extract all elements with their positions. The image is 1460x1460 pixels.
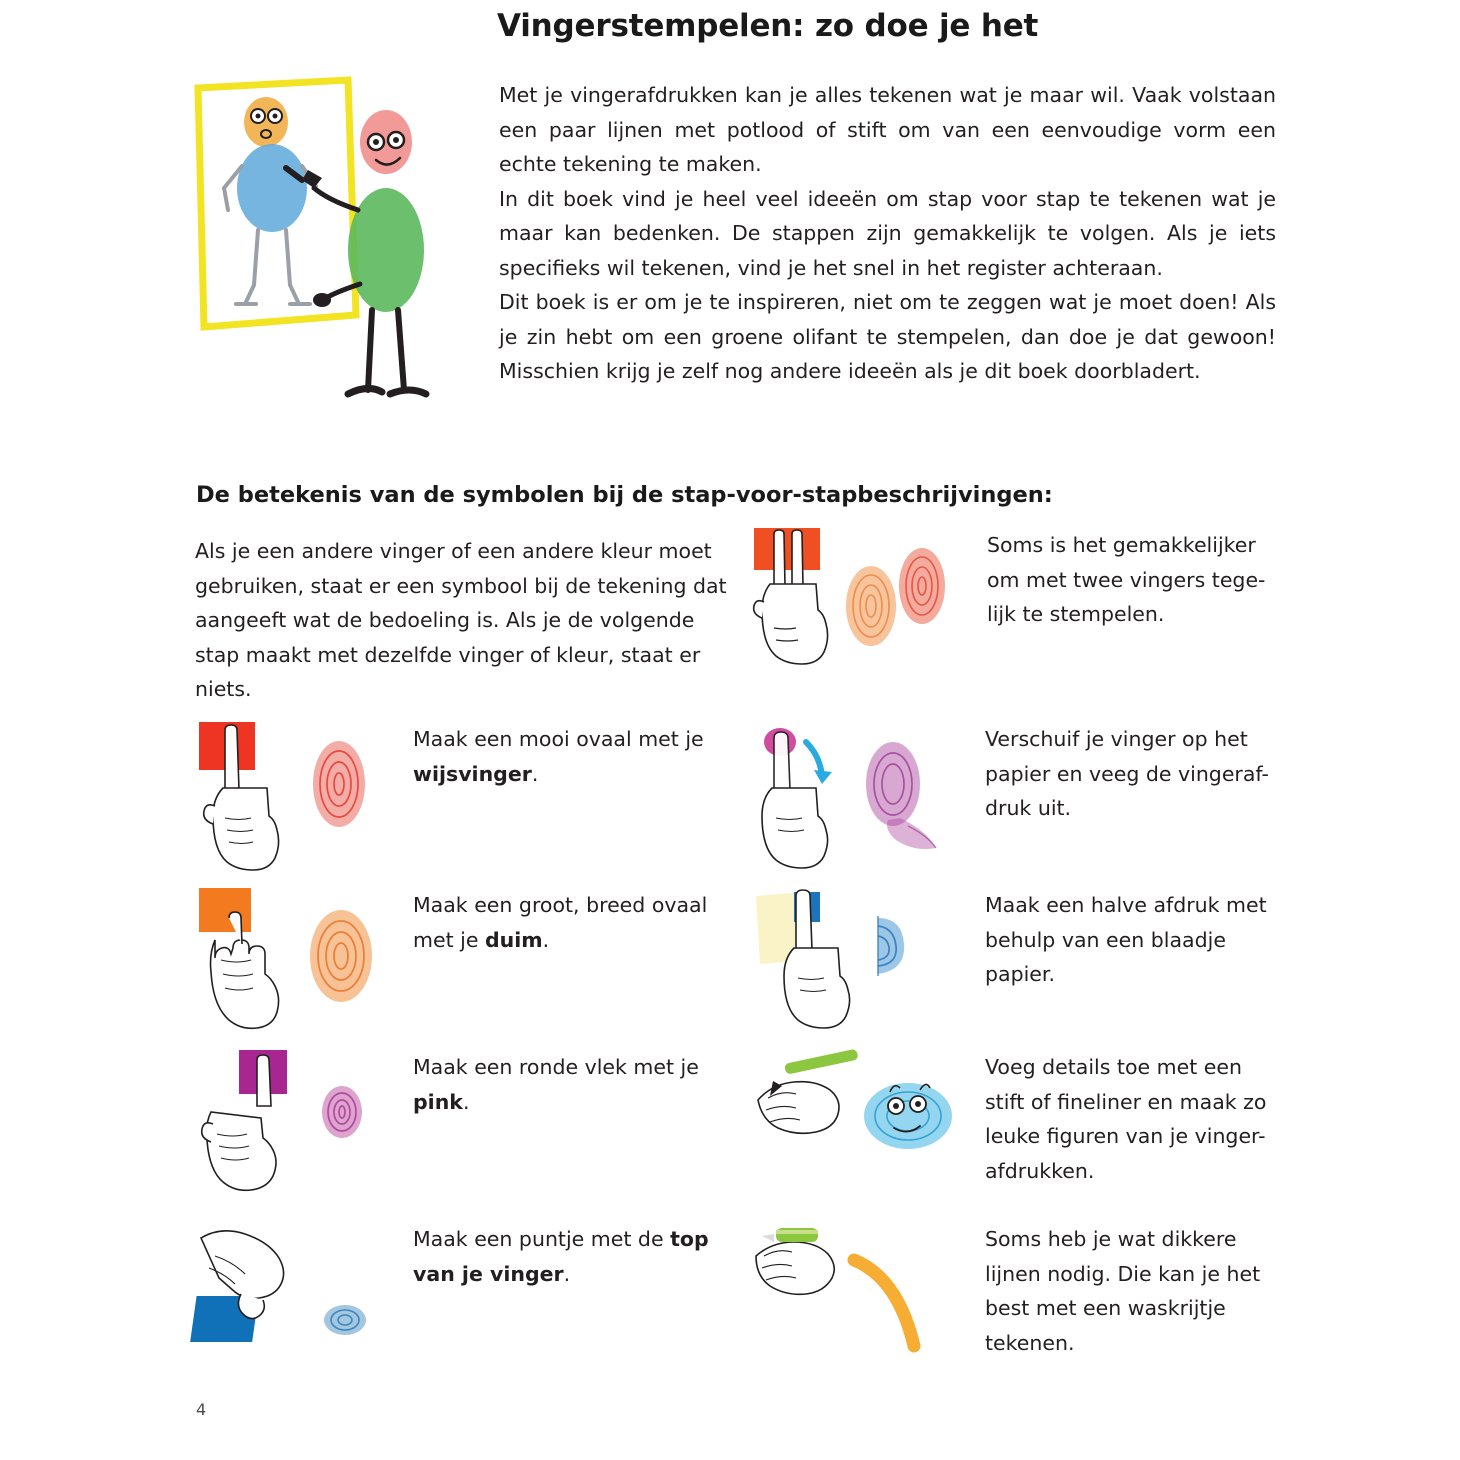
symbols-section-intro: Als je een andere vinger of een andere kleur moet gebruiken, staat er een symbool bij de tekening dat aangeeft wat de bedoeling is. Als je de volgende stap maakt met dezelfde vinger of kleur, staat er niets. (195, 539, 727, 701)
caption-text: Maak een mooi ovaal met je (413, 727, 704, 751)
smudge-finger-icon (750, 722, 965, 872)
caption-line: best met een waskrijtje (985, 1296, 1226, 1320)
caption-line: druk uit. (985, 796, 1072, 820)
caption-text: Maak een puntje met de (413, 1227, 671, 1251)
caption-bold: wijsvinger (413, 761, 532, 786)
symbol-row-two-fingers (748, 528, 1268, 688)
caption-bold: duim (484, 927, 543, 952)
caption-text: Maak een ronde vlek met je (413, 1055, 699, 1079)
crayon-icon (750, 1222, 965, 1372)
symbol-row-half-print (750, 888, 1270, 1038)
symbol-row-pen-details (750, 1050, 1270, 1190)
symbol-caption-fingertip (413, 1222, 723, 1291)
symbol-caption-smudge (985, 722, 1270, 826)
symbol-row-fingertip (195, 1222, 740, 1362)
symbol-row-crayon (750, 1222, 1270, 1372)
caption-line: Voeg details toe met een (985, 1055, 1242, 1079)
caption-line: Soms heb je wat dikkere (985, 1227, 1237, 1251)
symbol-row-pinky (195, 1050, 740, 1190)
caption-text-end: . (531, 761, 539, 786)
caption-line: lijnen nodig. Die kan je het (985, 1261, 1261, 1286)
caption-line: leuke figuren van je vinger- (985, 1124, 1266, 1148)
caption-bold: top van je vinger (413, 1227, 709, 1286)
caption-line: Verschuif je vinger op het (985, 727, 1248, 751)
pinky-finger-icon (195, 1050, 395, 1190)
intro-text-block (499, 78, 1276, 389)
symbol-row-smudge (750, 722, 1270, 872)
index-finger-icon (195, 722, 395, 872)
caption-text-end: . (462, 1089, 470, 1114)
caption-line: afdrukken. (985, 1158, 1095, 1183)
caption-line: Maak een halve afdruk met (985, 893, 1267, 917)
symbols-section-heading: De betekenis van de symbolen bij de stap-voor-stapbeschrijvingen: (196, 482, 1053, 508)
symbol-caption-crayon (985, 1222, 1270, 1360)
symbol-caption-index-finger (413, 722, 723, 791)
symbol-caption-half-print (985, 888, 1270, 992)
half-print-paper-icon (750, 888, 965, 1038)
caption-line: Soms is het gemakkelijker (987, 533, 1256, 557)
thumb-icon (195, 888, 395, 1038)
symbol-caption-pen-details (985, 1050, 1270, 1188)
caption-line: papier. (985, 962, 1055, 986)
symbol-caption-thumb (413, 888, 723, 957)
caption-line: behulp van een blaadje (985, 927, 1226, 952)
caption-line: stift of fineliner en maak zo (985, 1089, 1267, 1114)
two-fingers-stamp-icon (748, 528, 963, 688)
symbol-row-thumb (195, 888, 740, 1038)
caption-bold: pink (413, 1089, 463, 1114)
pen-details-icon (750, 1050, 965, 1190)
caption-text-end: . (542, 927, 550, 952)
intro-paragraph-1: Met je vingerafdrukken kan je alles tekenen wat je maar wil. Vaak volstaan een paar lijnen met potlood of stift om van een eenvoudige vorm een echte tekening te maken. (499, 83, 1276, 176)
page-title: Vingerstempelen: zo doe je het (497, 8, 1039, 44)
intro-paragraph-2: In dit boek vind je heel veel ideeën om stap voor stap te tekenen wat je maar kan bedenken. De stappen zijn gemakkelijk te volgen. Als je iets specifieks wil tekenen, vind je het snel in het register achteraan. (499, 186, 1276, 280)
fingertip-icon (195, 1222, 395, 1362)
caption-line: lijk te stempelen. (987, 602, 1165, 626)
caption-text-end: . (563, 1261, 571, 1286)
symbol-caption-pinky (413, 1050, 723, 1119)
caption-line: tekenen. (985, 1330, 1075, 1355)
symbol-row-index-finger (195, 722, 740, 872)
symbol-caption-two-fingers (987, 528, 1268, 632)
page-number: 4 (196, 1400, 207, 1419)
caption-line: om met twee vingers tege- (987, 567, 1266, 592)
drawing-of-two-figures-illustration (190, 70, 455, 430)
caption-text: Maak een groot, breed ovaal met je (413, 893, 708, 952)
intro-paragraph-3: Dit boek is er om je te inspireren, niet om te zeggen wat je moet doen! Als je zin hebt om een groene olifant te stempelen, dan doe je dat gewoon! Misschien krijg je zelf nog andere ideeën als je dit boek doorbladert. (499, 290, 1276, 383)
caption-line: papier en veeg de vingeraf- (985, 761, 1269, 786)
